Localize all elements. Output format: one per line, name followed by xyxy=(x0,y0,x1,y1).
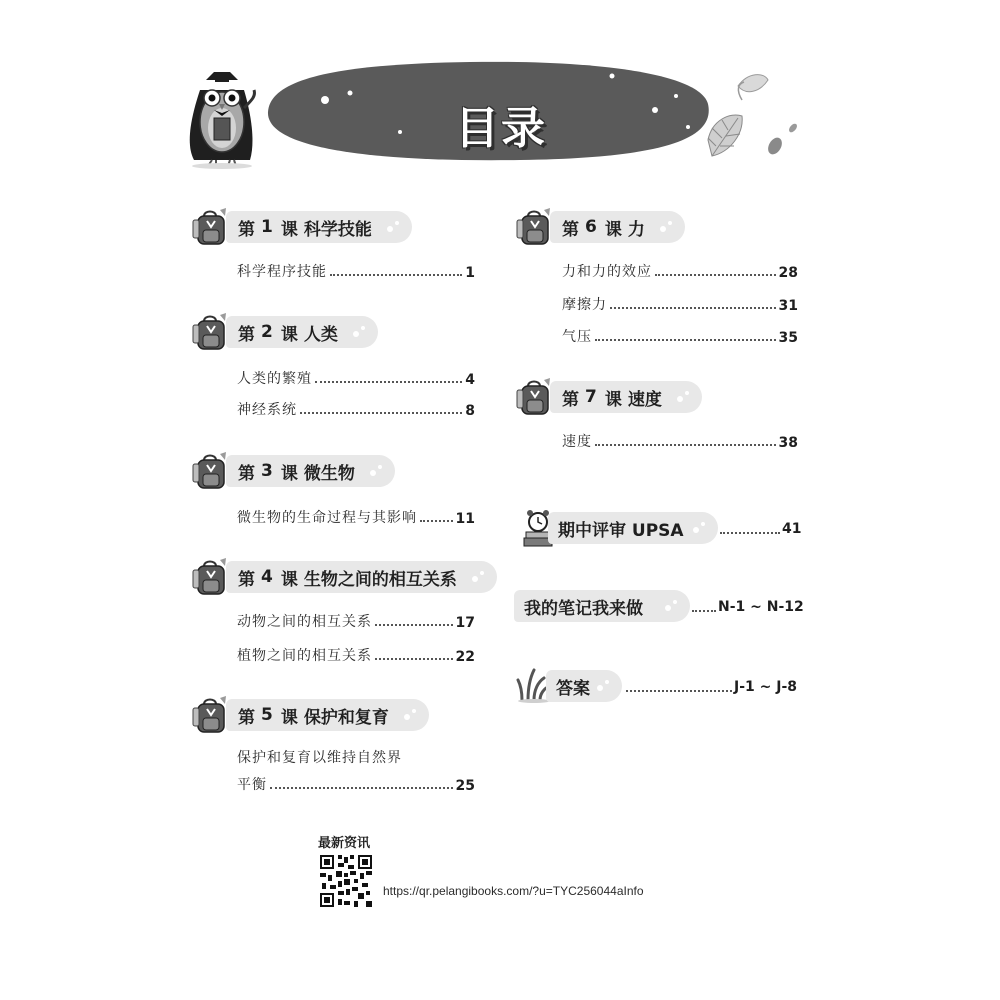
midterm-title xyxy=(548,512,718,544)
lesson-1-title xyxy=(226,211,412,243)
owl-mascot-icon xyxy=(190,72,255,169)
page-number: 28 xyxy=(778,265,798,281)
lesson-suffix: 课 xyxy=(280,219,298,240)
lesson-number: 7 xyxy=(585,387,597,407)
dot-leader xyxy=(375,658,453,660)
toc-entry[interactable] xyxy=(237,607,475,631)
lesson-prefix: 第 xyxy=(238,219,255,240)
notes-section[interactable] xyxy=(514,586,804,626)
lesson-name: 生物之间的相互关系 xyxy=(303,569,457,590)
page-number: J-1 ~ J-8 xyxy=(734,679,797,695)
page-number: 22 xyxy=(455,649,475,665)
page-number: 41 xyxy=(782,521,802,537)
page-number: 38 xyxy=(778,435,798,451)
lesson-number: 3 xyxy=(261,461,273,481)
page-number: N-1 ~ N-12 xyxy=(718,599,804,615)
dots-decoration-icon xyxy=(657,217,675,237)
entry-title: 人类的繁殖 xyxy=(237,371,312,387)
entry-title: 速度 xyxy=(562,434,592,450)
dots-decoration-icon xyxy=(594,676,612,696)
entry-title-line1: 保护和复育以维持自然界 xyxy=(237,750,402,766)
lesson-prefix: 第 xyxy=(238,569,255,590)
lesson-number: 4 xyxy=(261,567,273,587)
lesson-4-title xyxy=(226,561,497,593)
entry-title: 力和力的效应 xyxy=(562,264,652,280)
dots-decoration-icon xyxy=(384,217,402,237)
entry-title: 神经系统 xyxy=(237,402,297,418)
lesson-2-title xyxy=(226,316,378,348)
dots-decoration-icon xyxy=(401,705,419,725)
lesson-prefix: 第 xyxy=(562,389,579,410)
dot-leader xyxy=(610,307,776,309)
dot-leader xyxy=(655,274,776,276)
lesson-number: 1 xyxy=(261,217,273,237)
entry-title: 气压 xyxy=(562,329,592,345)
lesson-prefix: 第 xyxy=(562,219,579,240)
lesson-suffix: 课 xyxy=(604,219,622,240)
page-number: 17 xyxy=(455,615,475,631)
page-number: 8 xyxy=(465,403,475,419)
lesson-6-title xyxy=(550,211,685,243)
dots-decoration-icon xyxy=(662,596,680,616)
page-number: 4 xyxy=(465,372,475,388)
lesson-prefix: 第 xyxy=(238,707,255,728)
entry-title: 微生物的生命过程与其影响 xyxy=(237,510,417,526)
answers-section[interactable] xyxy=(516,666,806,706)
lesson-name: 人类 xyxy=(303,324,338,345)
header xyxy=(0,0,1000,190)
dot-leader xyxy=(626,690,732,692)
lesson-number: 5 xyxy=(261,705,273,725)
lesson-7-header[interactable] xyxy=(516,376,691,416)
lesson-prefix: 第 xyxy=(238,324,255,345)
toc-entry[interactable] xyxy=(237,395,475,419)
toc-entry[interactable] xyxy=(562,322,798,346)
lesson-suffix: 课 xyxy=(280,707,298,728)
lesson-number: 2 xyxy=(261,322,273,342)
entry-title: 动物之间的相互关系 xyxy=(237,614,372,630)
page-number: 25 xyxy=(455,778,475,794)
entry-title: 科学程序技能 xyxy=(237,264,327,280)
section-label: 答案 xyxy=(556,678,590,699)
leaf-icon xyxy=(738,75,768,100)
lesson-suffix: 课 xyxy=(604,389,622,410)
section-label: 我的笔记我来做 xyxy=(524,598,643,619)
lesson-5-header[interactable] xyxy=(192,694,417,734)
dot-leader xyxy=(595,339,776,341)
lesson-4-header[interactable] xyxy=(192,556,482,596)
lesson-suffix: 课 xyxy=(280,569,298,590)
lesson-2-header[interactable] xyxy=(192,311,372,351)
lesson-name: 保护和复育 xyxy=(303,707,389,728)
dot-leader xyxy=(720,532,780,534)
toc-entry[interactable] xyxy=(237,770,475,794)
dot-leader xyxy=(692,610,716,612)
news-label: 最新资讯 xyxy=(318,836,371,851)
dots-decoration-icon xyxy=(350,322,368,342)
page-number: 35 xyxy=(778,330,798,346)
lesson-number: 6 xyxy=(585,217,597,237)
entry-title: 平衡 xyxy=(237,777,267,793)
lesson-name: 微生物 xyxy=(303,463,355,484)
dot-leader xyxy=(420,520,453,522)
toc-entry[interactable] xyxy=(562,290,798,314)
lesson-5-title xyxy=(226,699,429,731)
toc-entry[interactable] xyxy=(237,257,475,281)
toc-entry[interactable] xyxy=(237,503,475,527)
toc-entry[interactable] xyxy=(562,427,798,451)
lesson-name: 科学技能 xyxy=(303,219,372,240)
lesson-1-header[interactable] xyxy=(192,206,402,246)
page-number: 11 xyxy=(455,511,475,527)
lesson-suffix: 课 xyxy=(280,463,298,484)
section-label: 期中评审 UPSA xyxy=(558,520,684,541)
toc-entry[interactable] xyxy=(562,257,798,281)
dot-leader xyxy=(330,274,462,276)
lesson-name: 速度 xyxy=(627,389,662,410)
toc-entry[interactable] xyxy=(237,364,475,388)
fern-leaf-icon xyxy=(708,115,742,156)
page-number: 31 xyxy=(778,298,798,314)
lesson-3-title xyxy=(226,455,395,487)
entry-title: 植物之间的相互关系 xyxy=(237,648,372,664)
dot-leader xyxy=(270,787,453,789)
dot-leader xyxy=(375,624,453,626)
answers-title xyxy=(546,670,622,702)
page-number: 1 xyxy=(465,265,475,281)
notes-title xyxy=(514,590,690,622)
dots-decoration-icon xyxy=(674,387,692,407)
toc-entry[interactable] xyxy=(237,641,475,665)
dots-decoration-icon xyxy=(367,461,385,481)
dot-leader xyxy=(315,381,462,383)
qr-code-icon[interactable] xyxy=(318,853,374,909)
midterm-section[interactable] xyxy=(518,508,800,548)
lesson-name: 力 xyxy=(627,219,645,240)
lesson-7-title xyxy=(550,381,702,413)
qr-url-link[interactable]: https://qr.pelangibooks.com/?u=TYC256044aInfo xyxy=(383,884,644,898)
dot-leader xyxy=(300,412,462,414)
entry-title: 摩擦力 xyxy=(562,297,607,313)
lesson-prefix: 第 xyxy=(238,463,255,484)
lesson-3-header[interactable] xyxy=(192,450,392,490)
dots-decoration-icon xyxy=(469,567,487,587)
dots-decoration-icon xyxy=(690,518,708,538)
lesson-6-header[interactable] xyxy=(516,206,686,246)
dot-leader xyxy=(595,444,776,446)
lesson-suffix: 课 xyxy=(280,324,298,345)
page-title: 目录 xyxy=(455,103,547,154)
